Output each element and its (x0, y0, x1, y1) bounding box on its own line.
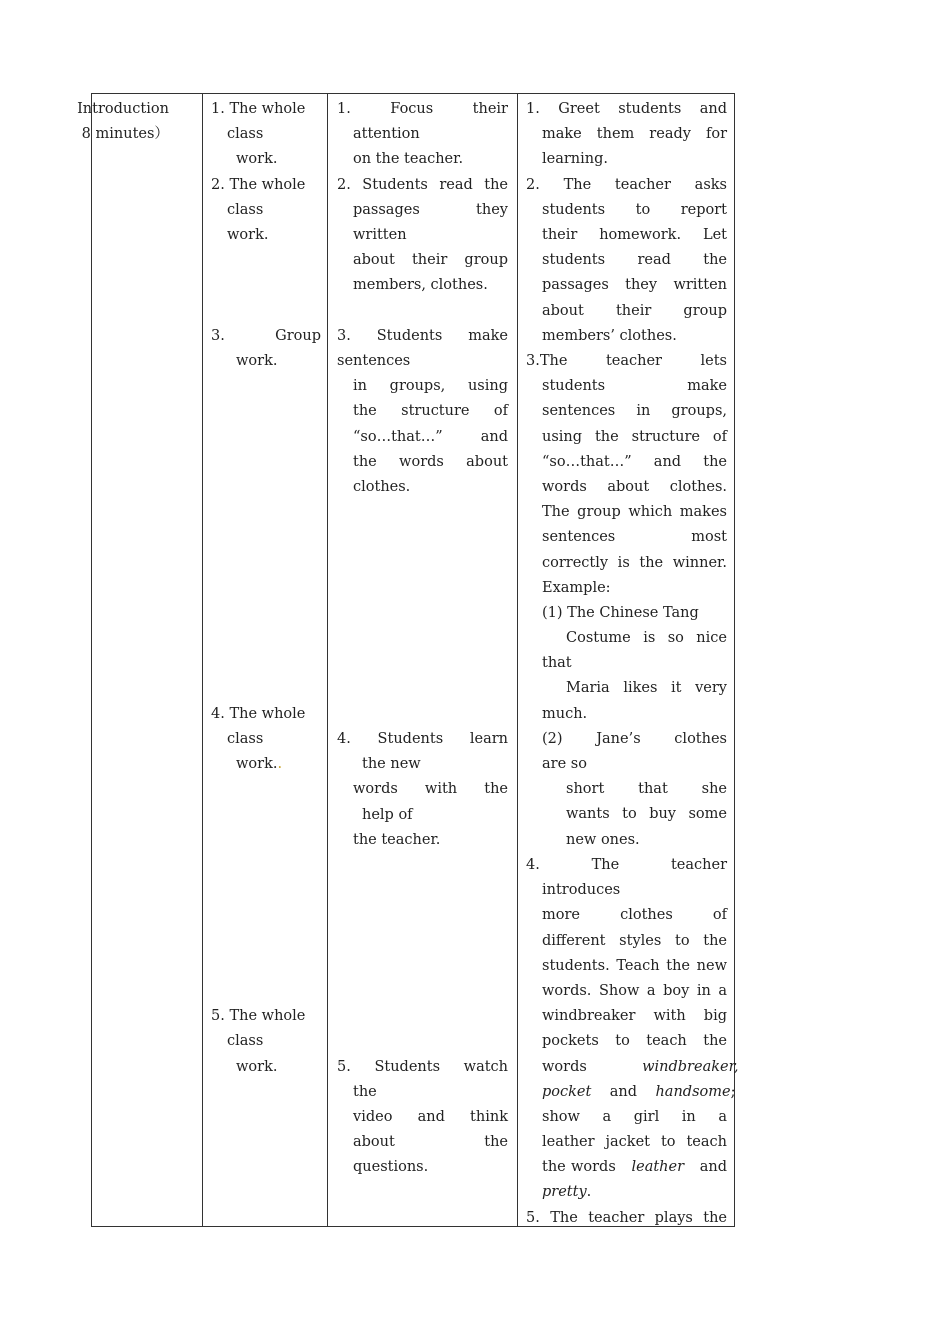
column-divider (517, 94, 518, 1226)
students-item: 2. Students read the passages they written about their group members, clothes. (337, 176, 508, 294)
students-item: 5. Students watch the video and think about the questions. (337, 1058, 508, 1176)
org-item: 4. The whole class work.. (211, 705, 306, 773)
org-item: 3. Group work. (211, 327, 321, 369)
org-item: 5. The whole class work. (211, 1008, 306, 1075)
column-divider (327, 94, 328, 1226)
teacher-item: 2. The teacher asks students to report their homework. Let students read the passages they written about their group members’ clothes. (526, 176, 727, 344)
teacher-item: 3.The teacher lets students make sentences in groups, using the structure of “so…that…” and the words about clothes. The group which makes sentences most correctly is the winner. Example: (1) The Chinese Tang Costume is so nice that Maria likes it very much. (2) Jane’s clothes are so short that she wants to buy some new ones. (526, 353, 727, 848)
students-item: 3. Students make sentences in groups, using the structure of “so…that…” and the words about clothes. (337, 327, 508, 495)
teacher-item: 4. The teacher introduces more clothes of different styles to the students. Teach the new words. Show a boy in a windbreaker with big pockets to teach the words windbreaker, pocket and handsome; show a girl in a leather jacket to teach the words leather and pretty. (526, 857, 739, 1201)
students-item: 4. Students learn the new words with the help of the teacher. (337, 731, 508, 848)
students-item: 1. Focus their attention on the teacher. (337, 101, 508, 168)
stage-title: Introduction 8 minutes） (77, 101, 169, 143)
teacher-item: 5. The teacher plays the (526, 1209, 727, 1226)
column-divider (202, 94, 203, 1226)
org-item: 1. The whole class work. (211, 101, 306, 168)
lesson-table (77, 93, 739, 1227)
teacher-item: 1. Greet students and make them ready for learning. (526, 101, 727, 168)
org-item: 2. The whole class work. (211, 176, 306, 243)
